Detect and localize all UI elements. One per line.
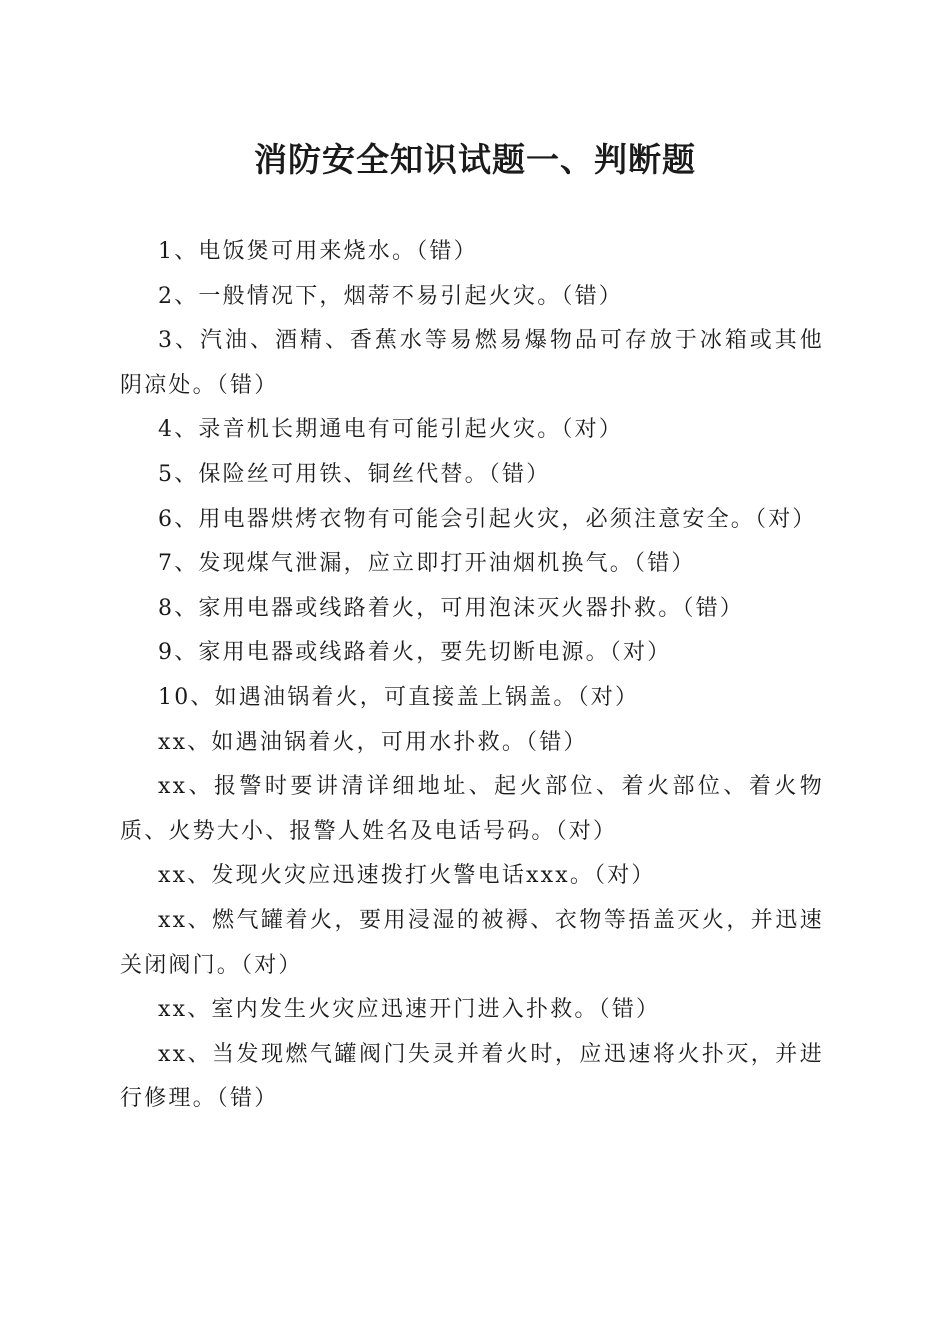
question-item: xx、报警时要讲清详细地址、起火部位、着火部位、着火物质、火势大小、报警人姓名及电话号码。（对） bbox=[120, 774, 824, 844]
question-item: 3、汽油、酒精、香蕉水等易燃易爆物品可存放于冰箱或其他阴凉处。（错） bbox=[120, 328, 824, 398]
question-item: xx、发现火灾应迅速拨打火警电话xxx。（对） bbox=[158, 863, 656, 889]
question-item: 10、如遇油锅着火，可直接盖上锅盖。（对） bbox=[158, 684, 640, 710]
question-item: xx、如遇油锅着火，可用水扑救。（错） bbox=[158, 729, 588, 755]
question-item: 8、家用电器或线路着火，可用泡沫灭火器扑救。（错） bbox=[158, 595, 744, 621]
question-item: 1、电饭煲可用来烧水。（错） bbox=[158, 239, 478, 264]
question-item: 4、录音机长期通电有可能引起火灾。（对） bbox=[158, 417, 623, 443]
question-list bbox=[120, 230, 824, 1122]
question-item: 9、家用电器或线路着火，要先切断电源。（对） bbox=[158, 640, 672, 666]
question-item: xx、当发现燃气罐阀门失灵并着火时，应迅速将火扑灭，并进行修理。（错） bbox=[120, 1041, 824, 1112]
question-item: xx、室内发生火灾应迅速开门进入扑救。（错） bbox=[158, 997, 661, 1023]
question-item: 6、用电器烘烤衣物有可能会引起火灾，必须注意安全。（对） bbox=[158, 506, 817, 532]
question-item: xx、燃气罐着火，要用浸湿的被褥、衣物等捂盖灭火，并迅速关闭阀门。（对） bbox=[120, 907, 824, 978]
question-item: 2、一般情况下，烟蒂不易引起火灾。（错） bbox=[158, 283, 623, 309]
question-item: 5、保险丝可用铁、铜丝代替。（错） bbox=[158, 461, 551, 487]
page-title: 消防安全知识试题一、判断题 bbox=[254, 140, 696, 179]
question-item: 7、发现煤气泄漏，应立即打开油烟机换气。（错） bbox=[158, 551, 696, 577]
